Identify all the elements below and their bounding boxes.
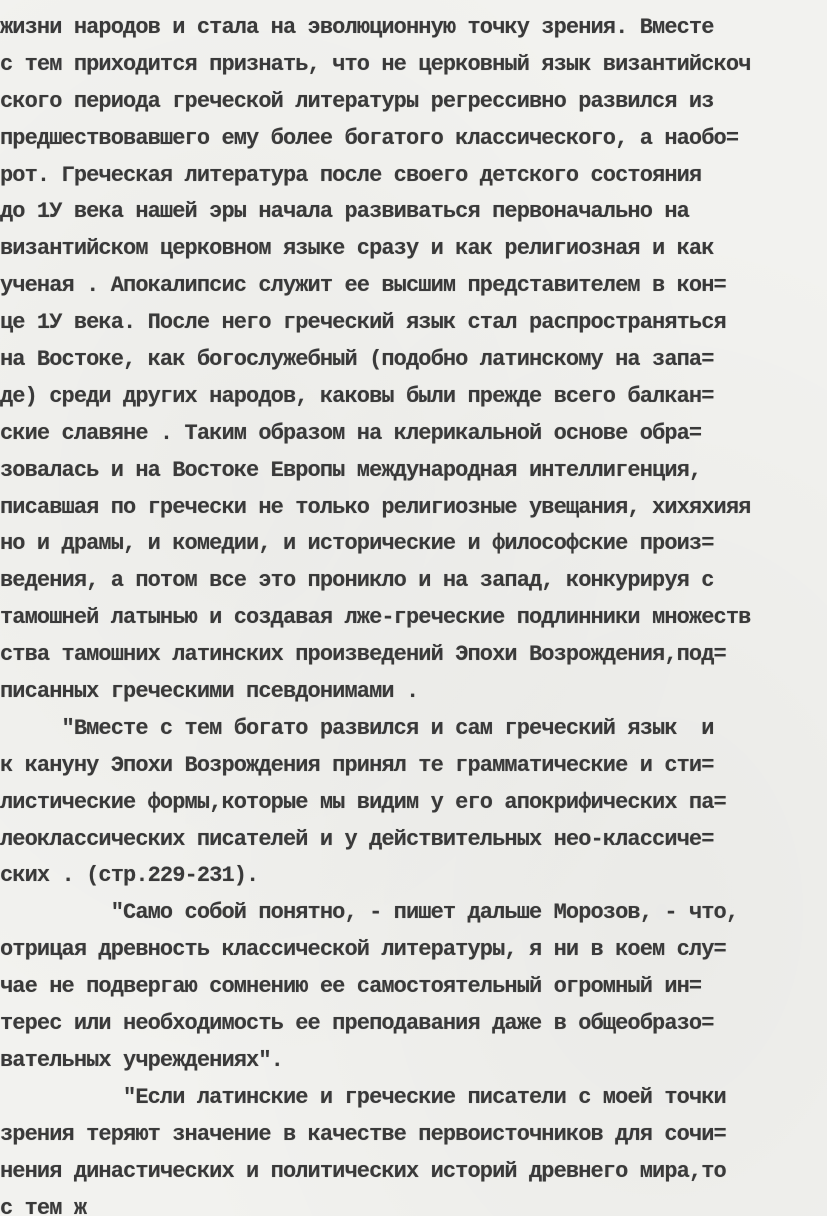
text-line: зрения теряют значение в качестве первоисточников для сочи=: [0, 1121, 726, 1147]
text-line: с тем приходится признать, что не церковный язык византийскоч: [0, 51, 751, 77]
text-line: отрицая древность классической литературы, я ни в коем слу=: [0, 937, 726, 963]
text-line: писавшая по гречески не только религиозные увещания, хихяхияя: [0, 494, 751, 520]
text-line: рот. Греческая литература после своего детского состояния: [0, 162, 702, 188]
text-line: ведения, а потом все это проникло и на запад, конкурируя с: [0, 568, 714, 594]
text-line: до 1У века нашей эры начала развиваться первоначально на: [0, 199, 689, 225]
text-line: ученая . Апокалипсис служит ее высшим представителем в кон=: [0, 273, 726, 299]
text-line: предшествовавшего ему более богатого классического, а наобо=: [0, 125, 739, 151]
text-line: листические формы,которые мы видим у его апокрифических па=: [0, 789, 726, 815]
text-line: леоклассических писателей и у действительных нео-классиче=: [0, 826, 714, 852]
text-line: чае не подвергаю сомнению ее самостоятельный огромный ин=: [0, 974, 702, 1000]
text-line: ства тамошних латинских произведений Эпохи Возрождения,под=: [0, 642, 726, 668]
text-line: нения династических и политических историй древнего мира,то: [0, 1158, 726, 1184]
text-line: жизни народов и стала на эволюционную точку зрения. Вместе: [0, 15, 714, 40]
text-line: на Востоке, как богослужебный (подобно латинскому на запа=: [0, 347, 714, 373]
text-line: византийском церковном языке сразу и как религиозная и как: [0, 236, 714, 262]
text-line: це 1У века. После него греческий язык стал распространяться: [0, 310, 726, 336]
text-line: ские славяне . Таким образом на клерикальной основе обра=: [0, 420, 702, 446]
text-line: "Вместе с тем богато развился и сам греческий язык и: [0, 715, 714, 741]
text-line: терес или необходимость ее преподавания даже в общеобразо=: [0, 1011, 714, 1037]
typewritten-text: [0, 10, 827, 1216]
text-line: вательных учреждениях".: [0, 1047, 283, 1073]
text-line: де) среди других народов, каковы были прежде всего балкан=: [0, 383, 714, 409]
text-line: "Если латинские и греческие писатели с моей точки: [0, 1084, 726, 1110]
text-line: к кануну Эпохи Возрождения принял те грамматические и сти=: [0, 752, 714, 778]
text-line: зовалась и на Востоке Европы международная интеллигенция,: [0, 457, 702, 483]
text-line: писанных греческими псевдонимами .: [0, 679, 419, 705]
text-line: тамошней латынью и создавая лже-греческие подлинники множеств: [0, 605, 751, 631]
text-line: с тем ж: [0, 1195, 87, 1216]
text-line: но и драмы, и комедии, и исторические и философские произ=: [0, 531, 714, 557]
text-line: ского периода греческой литературы регрессивно развился из: [0, 88, 714, 114]
text-line: "Само собой понятно, - пишет дальше Морозов, - что,: [0, 900, 739, 926]
text-line: ских . (стр.229-231).: [0, 863, 259, 889]
